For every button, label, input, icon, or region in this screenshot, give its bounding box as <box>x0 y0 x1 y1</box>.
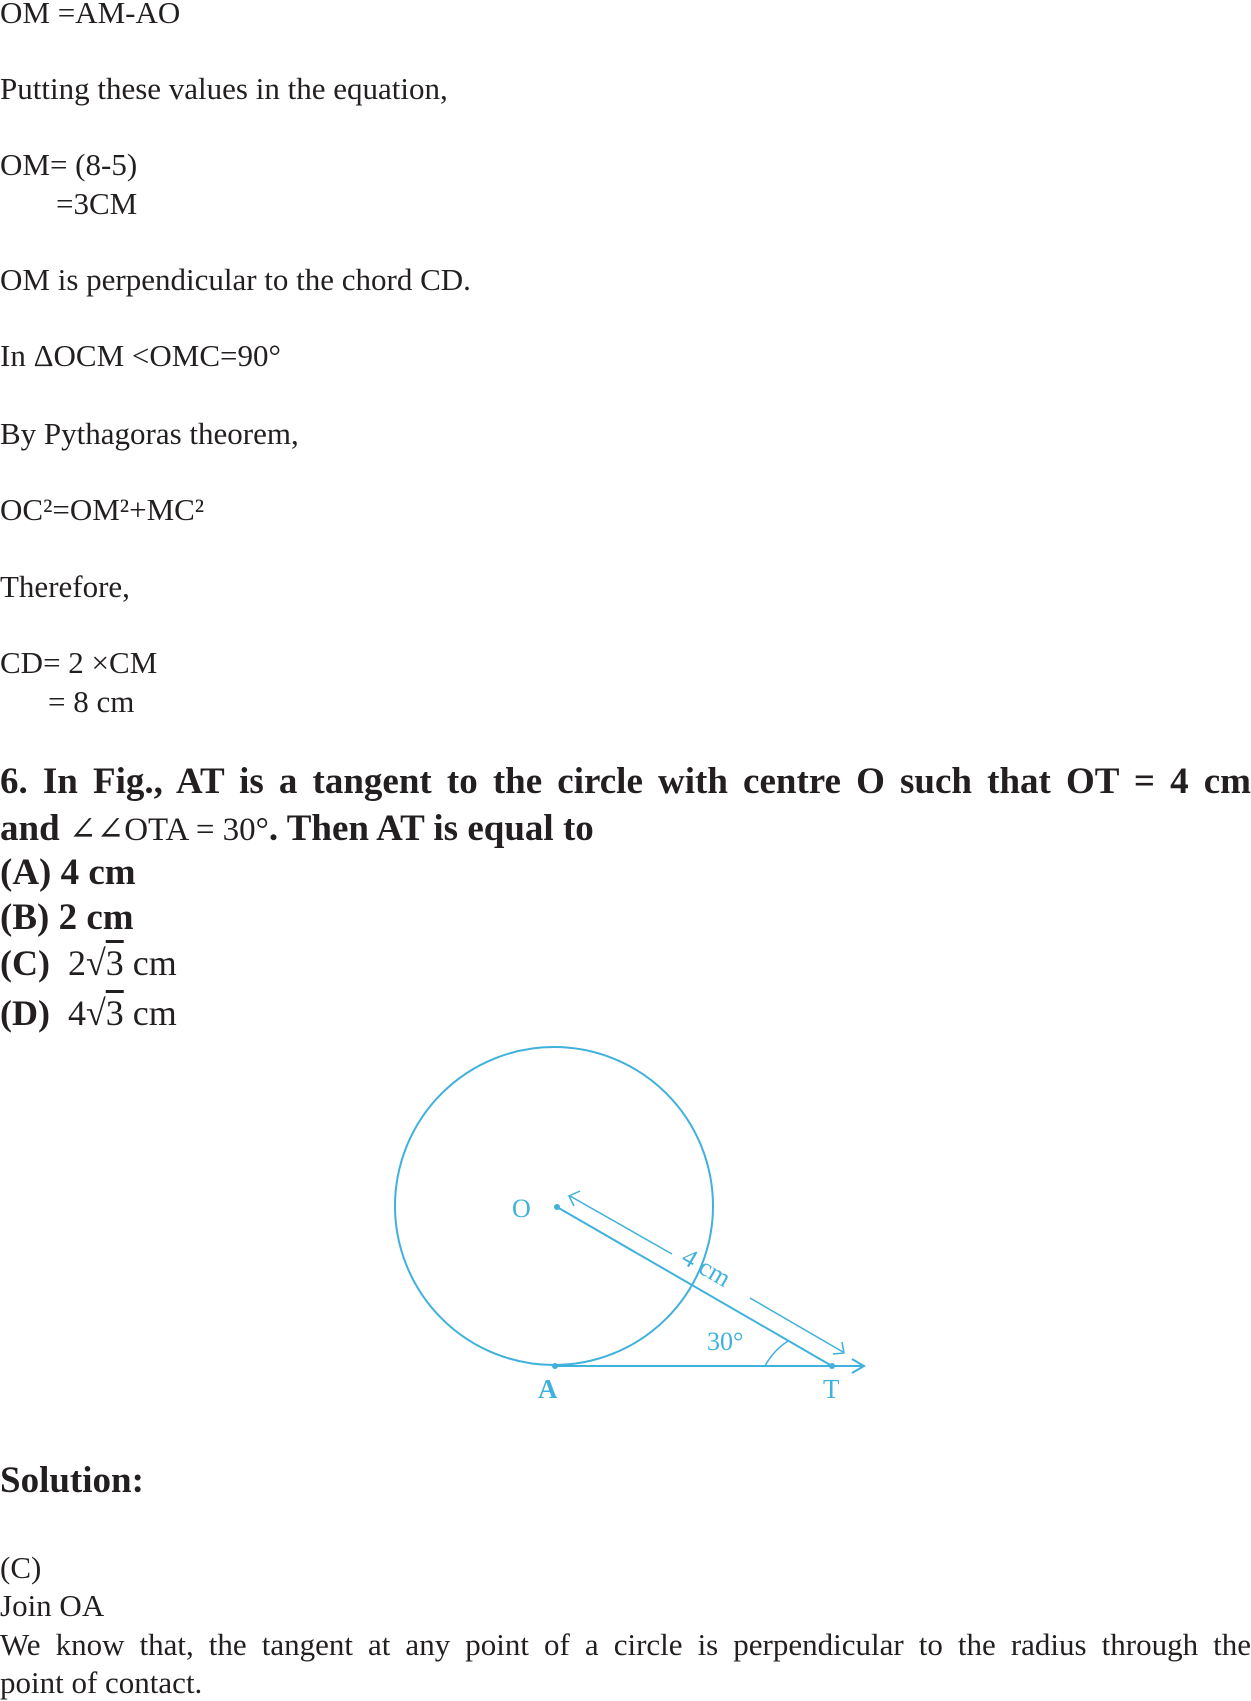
working-line: OM =AM-AO <box>0 0 181 30</box>
label-O: O <box>512 1194 531 1223</box>
label-length: 4 cm <box>677 1242 736 1293</box>
working-line: By Pythagoras theorem, <box>0 416 299 451</box>
working-line: CD= 2 ×CM <box>0 645 158 680</box>
question-tail: . Then AT is equal to <box>268 808 594 849</box>
working-line: OM= (8-5) <box>0 147 138 182</box>
dimension-line <box>750 1298 843 1352</box>
circle <box>395 1047 713 1365</box>
segment-OT <box>557 1207 832 1366</box>
working-line: OM is perpendicular to the chord CD. <box>0 262 471 297</box>
option-a: (A) 4 cm <box>0 852 136 893</box>
point-A <box>552 1363 558 1369</box>
question-text: 6. In Fig., AT is a tangent to the circle with centre O such that OT = 4 cm <box>0 761 1251 802</box>
label-angle: 30° <box>707 1327 744 1356</box>
point-T <box>829 1363 835 1369</box>
working-line: In ΔOCM <OMC=90° <box>0 338 281 373</box>
angle-expression: ∠∠OTA = 30° <box>68 812 269 848</box>
point-O <box>554 1204 560 1210</box>
dimension-line <box>570 1196 672 1254</box>
solution-step: Join OA <box>0 1588 105 1623</box>
label-A: A <box>538 1374 558 1404</box>
working-line: OC²=OM²+MC² <box>0 492 205 527</box>
solution-answer: (C) <box>0 1550 42 1585</box>
working-line: Therefore, <box>0 569 130 604</box>
option-d: (D) 4√3 cm <box>0 993 177 1033</box>
angle-arc <box>765 1341 788 1366</box>
working-line: Putting these values in the equation, <box>0 71 448 106</box>
solution-step: point of contact. <box>0 1665 203 1700</box>
solution-heading: Solution: <box>0 1460 144 1501</box>
working-line: = 8 cm <box>48 684 135 719</box>
label-T: T <box>823 1374 840 1404</box>
question-and: and <box>0 808 69 849</box>
solution-step: We know that, the tangent at any point of a circle is perpendicular to the radius through the <box>0 1627 1251 1662</box>
option-b: (B) 2 cm <box>0 897 134 938</box>
option-c: (C) 2√3 cm <box>0 943 177 983</box>
working-line: =3CM <box>56 186 138 221</box>
